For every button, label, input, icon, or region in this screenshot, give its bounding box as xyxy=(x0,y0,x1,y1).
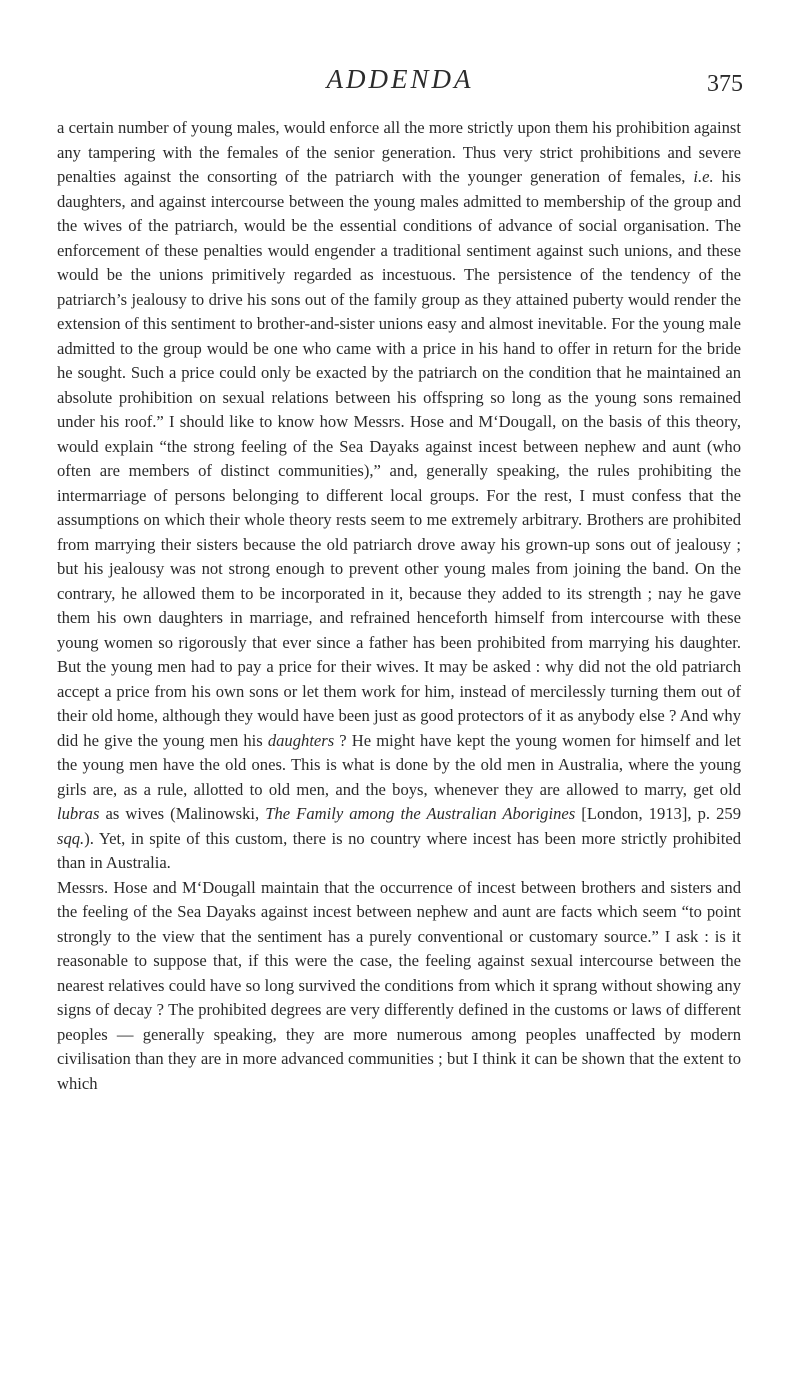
paragraph-2: Messrs. Hose and M‘Dougall maintain that the occurrence of incest between brothers and sisters and the feeling of the Sea Dayaks against incest between nephew and aunt are facts which seem “to point strongly to the view that the sentiment has a purely conventional or customary source.” I ask : is it reasonable to suppose that, if this were the case, the feeling against sexual intercourse between the nearest relatives could have so long survived the conditions from which it sprang without showing any signs of decay ? The prohibited degrees are very differently defined in the customs or laws of different peoples — generally speaking, they are more numerous among peoples unaffected by modern civilisation than they are in more advanced communities ; but I think it can be shown that the extent to which xyxy=(57,877,741,1093)
italic-ie: i.e. xyxy=(693,167,714,186)
page-header xyxy=(0,64,800,104)
italic-lubras: lubras xyxy=(57,804,100,823)
body-text xyxy=(57,116,741,1096)
text-run: [London, 1913], p. 259 xyxy=(575,804,742,823)
text-run: as wives (Malinowski, xyxy=(99,804,266,823)
text-run: ? He might have kept the young women for himself and let the young men have the old ones. This is what is done by the old men in Australia, where the young girls are, as a rule, allotted to old men, and the boys, whenever they are allowed to marry, get old xyxy=(57,730,741,799)
paragraph-1 xyxy=(57,116,741,876)
italic-sqq: sqq. xyxy=(57,828,85,848)
running-head: ADDENDA xyxy=(326,64,474,94)
text-run: a certain number of young males, would enforce all the more strictly upon them his prohibition against any tampering with the females of the senior generation. Thus very strict prohibitions and severe penalties against the consorting of the patriarch with the younger generation of females, xyxy=(57,118,741,186)
italic-daughters: daughters xyxy=(267,730,335,750)
book-title: The Family among the Australian Aborigines xyxy=(265,804,576,823)
text-run: his daughters, and against intercourse between the young males admitted to membership of the group and the wives of the patriarch, would be the essential conditions of advance of social organisation. The enforcement of these penalties would engender a traditional sentiment against such unions, and these would be the unions primitively regarded as incestuous. The persistence of the tendency of the patriarch’s jealousy to drive his sons out of the family group as they attained puberty would render the extension of this sentiment to brother-and-sister unions easy and almost inevitable. For the young male admitted to the group would be one who came with a price in his hand to offer in return for the bride he sought. Such a price could only be exacted by the patriarch on the condition that he maintained an absolute prohibition on sexual relations between his offspring so long as the young sons remained under his roof.” I should like to know how Messrs. Hose and M‘Dougall, on the basis of this theory, would explain “the strong feeling of the Sea Dayaks against incest between nephew and aunt (who often are members of distinct communities),” and, generally speaking, the rules prohibiting the intermarriage of persons belonging to different local groups. For the rest, I must confess that the assumptions on which their whole theory rests seem to me extremely arbitrary. Brothers are prohibited from marrying their sisters because the old patriarch drove away his grown-up sons out of jealousy ; but his jealousy was not strong enough to prevent other young males from joining the band. On the contrary, he allowed them to be incorporated in it, because they added to its strength ; nay he gave them his own daughters in marriage, and refrained henceforth himself from intercourse with these young women so rigorously that ever since a father has been prohibited from marrying his daughter. But the young men had to pay a price for their wives. It may be asked : why did not the old patriarch accept a price from his own sons or let them work for him, instead of mercilessly turning them out of their old home, although they would have been just as good protectors of it as anybody else ? And why did he give the young men his xyxy=(57,167,741,750)
page-number: 375 xyxy=(707,71,743,97)
text-run: ). Yet, in spite of this custom, there is no country where incest has been more strictly prohibited than in Australia. xyxy=(57,828,741,872)
